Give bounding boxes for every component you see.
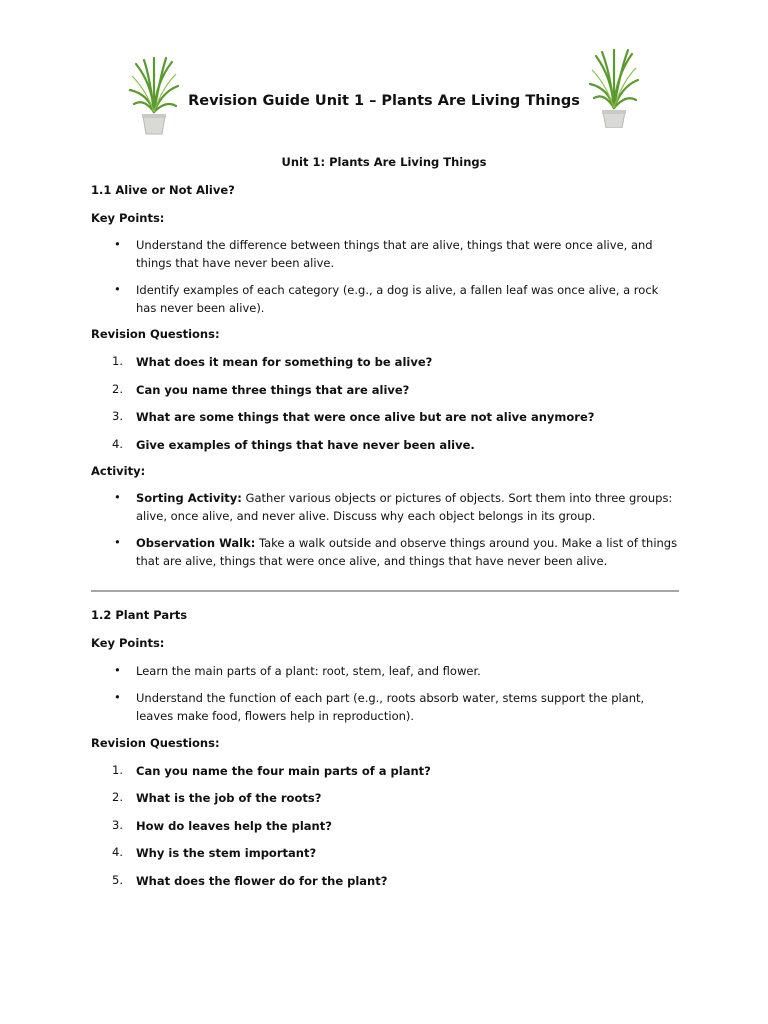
key-points-label: Key Points: <box>91 211 165 225</box>
question-item: What does the flower do for the plant? <box>136 874 388 888</box>
bullet-icon: • <box>114 282 121 296</box>
bullet-icon: • <box>114 690 121 704</box>
question-number: 1. <box>112 354 123 368</box>
document-title: Revision Guide Unit 1 – Plants Are Living Things <box>188 93 580 109</box>
question-number: 4. <box>112 437 123 451</box>
question-item: How do leaves help the plant? <box>136 819 332 833</box>
activity-label: Activity: <box>91 464 146 478</box>
key-point-item: Learn the main parts of a plant: root, stem, leaf, and flower. <box>136 664 481 678</box>
section-heading: 1.2 Plant Parts <box>91 608 188 622</box>
revision-questions-label: Revision Questions: <box>91 736 220 750</box>
key-point-item: Identify examples of each category (e.g., a dog is alive, a fallen leaf was once alive, a rock has never been alive). <box>136 283 659 315</box>
question-item: Give examples of things that have never been alive. <box>136 438 475 452</box>
activity-name: Sorting Activity: <box>136 491 242 505</box>
question-item: Can you name the four main parts of a plant? <box>136 764 431 778</box>
section-heading: 1.1 Alive or Not Alive? <box>91 183 235 197</box>
question-number: 2. <box>112 790 123 804</box>
revision-questions-label: Revision Questions: <box>91 327 220 341</box>
activity-item <box>136 535 681 570</box>
bullet-icon: • <box>114 535 121 549</box>
question-number: 1. <box>112 763 123 777</box>
question-number: 3. <box>112 818 123 832</box>
key-point-item: Understand the difference between things that are alive, things that were once alive, and things that have never been alive. <box>136 238 653 270</box>
activity-name: Observation Walk: <box>136 536 256 550</box>
bullet-icon: • <box>114 490 121 504</box>
activity-text: Gather various objects or pictures of objects. Sort them into three groups: alive, once alive, and never alive. Discuss why each object belongs in its group. <box>136 491 673 523</box>
bullet-icon: • <box>114 237 121 251</box>
question-number: 5. <box>112 873 123 887</box>
activity-text: Take a walk outside and observe things around you. Make a list of things that are alive, things that were once alive, and things that have never been alive. <box>136 536 678 568</box>
question-item: Can you name three things that are alive? <box>136 383 410 397</box>
key-points-label: Key Points: <box>91 636 165 650</box>
question-number: 2. <box>112 382 123 396</box>
potted-plant-icon <box>588 46 640 128</box>
question-item: Why is the stem important? <box>136 846 317 860</box>
question-item: What does it mean for something to be alive? <box>136 355 433 369</box>
question-item: What is the job of the roots? <box>136 791 322 805</box>
question-number: 4. <box>112 845 123 859</box>
section-divider <box>91 590 679 592</box>
question-item: What are some things that were once alive but are not alive anymore? <box>136 410 595 424</box>
bullet-icon: • <box>114 663 121 677</box>
question-number: 3. <box>112 409 123 423</box>
unit-heading: Unit 1: Plants Are Living Things <box>281 155 487 169</box>
key-point-item: Understand the function of each part (e.g., roots absorb water, stems support the plant, leaves make food, flowers help in reproduction). <box>136 691 645 723</box>
activity-item <box>136 490 681 525</box>
